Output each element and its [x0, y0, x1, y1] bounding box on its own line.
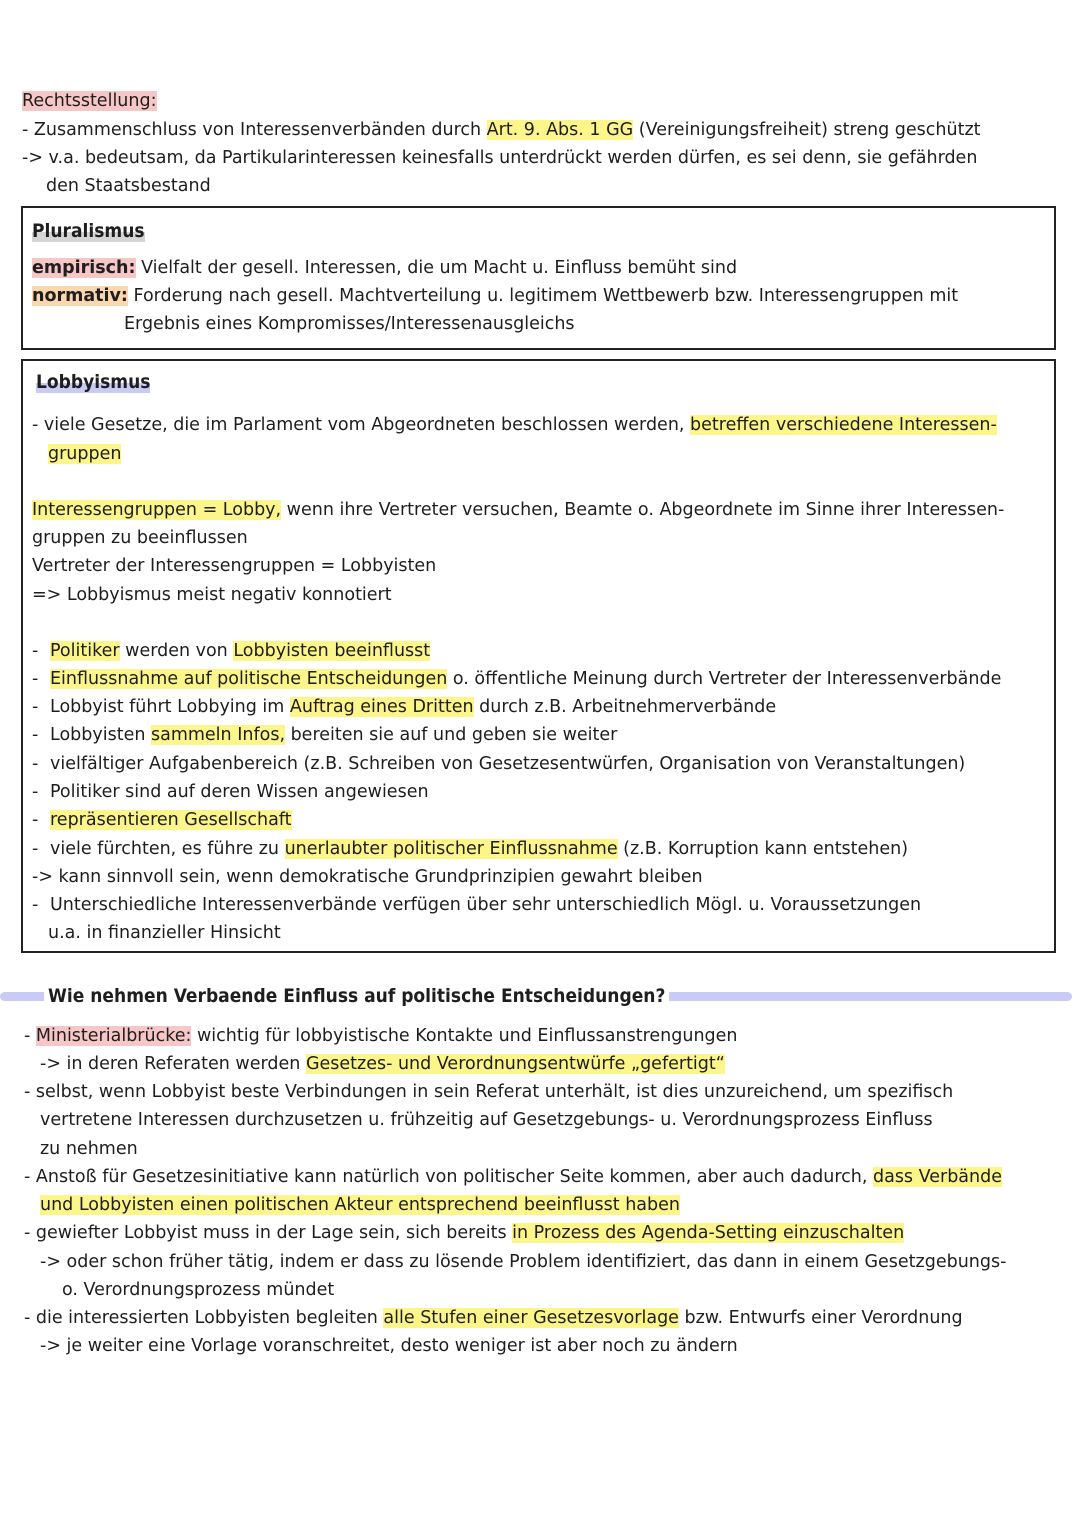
text-span: normativ: — [32, 286, 128, 306]
lobbyismus-bullet-10-cont: u.a. in finanzieller Hinsicht — [48, 923, 281, 943]
text-span: Lobbyisten beeinflusst — [233, 641, 431, 661]
lobbyismus-para-2-b: gruppen zu beeinflussen — [32, 528, 248, 548]
text-span: und Lobbyisten einen politischen Akteur entsprechend beeinflusst haben — [40, 1195, 680, 1215]
text-span: Rechtsstellung: — [22, 91, 157, 111]
pluralismus-normativ-cont: Ergebnis eines Kompromisses/Interessenausgleichs — [124, 314, 575, 334]
text-span: - viele Gesetze, die im Parlament vom Abgeordneten beschlossen werden, — [32, 415, 691, 435]
lobbyismus-para-1 — [32, 411, 997, 439]
lobbyismus-para-2-d: => Lobbyismus meist negativ konnotiert — [32, 585, 392, 605]
lobbyismus-bullet-9: -> kann sinnvoll sein, wenn demokratische Grundprinzipien gewahrt bleiben — [32, 867, 703, 887]
text-span: in Prozess des Agenda-Setting einzuschalten — [512, 1223, 905, 1243]
lobbyismus-bullet-10 — [32, 891, 921, 919]
lobbyismus-bullet-8 — [32, 835, 908, 863]
text-span: Auftrag eines Dritten — [289, 697, 474, 717]
text-span: wenn ihre Vertreter versuchen, Beamte o. Abgeordnete im Sinne ihrer Interessen- — [281, 500, 1005, 520]
text-span: Politiker sind auf deren Wissen angewiesen — [50, 782, 429, 802]
einfluss-line-6 — [24, 1163, 1002, 1191]
lobbyismus-bullet-2 — [32, 665, 1001, 693]
bullet-dash: - — [32, 782, 39, 802]
pluralismus-empirisch — [32, 254, 737, 282]
text-span: unerlaubter politischer Einflussnahme — [284, 839, 618, 859]
text-span: - Zusammenschluss von Interessenverbänden durch — [22, 120, 487, 140]
text-span: bzw. Entwurfs einer Verordnung — [678, 1308, 963, 1328]
einfluss-line-5: zu nehmen — [40, 1139, 138, 1159]
text-span: vielfältiger Aufgabenbereich (z.B. Schreiben von Gesetzesentwürfen, Organisation von Veranstaltungen) — [50, 754, 966, 774]
lobbyismus-bullet-6 — [32, 778, 429, 806]
text-span: betreffen verschiedene Interessen- — [690, 415, 997, 435]
einfluss-line-8 — [24, 1219, 904, 1247]
bullet-dash: - — [32, 810, 39, 830]
text-span: Forderung nach gesell. Machtverteilung u. legitimem Wettbewerb bzw. Interessengruppen mit — [127, 286, 959, 306]
text-span: Wie nehmen Verbaende Einfluss auf politische Entscheidungen? — [44, 985, 669, 1007]
lobbyismus-bullet-7 — [32, 806, 292, 834]
text-span: Vielfalt der gesell. Interessen, die um Macht u. Einfluss bemüht sind — [135, 258, 738, 278]
text-span: (Vereinigungsfreiheit) streng geschützt — [633, 120, 981, 140]
text-span: Unterschiedliche Interessenverbände verfügen über sehr unterschiedlich Mögl. u. Voraussetzungen — [50, 895, 922, 915]
einfluss-line-2 — [40, 1050, 725, 1078]
text-span: sammeln Infos, — [150, 725, 286, 745]
bullet-dash: - — [32, 697, 39, 717]
text-span: Pluralismus — [32, 220, 145, 242]
text-span: Lobbyist führt Lobbying im — [50, 697, 290, 717]
lobbyismus-para-1-cont — [48, 440, 121, 468]
text-span: - — [24, 1026, 36, 1046]
bullet-dash: - — [32, 839, 39, 859]
text-span: alle Stufen einer Gesetzesvorlage — [383, 1308, 679, 1328]
einfluss-line-9: -> oder schon früher tätig, indem er dass zu lösende Problem identifiziert, das dann in einem Gesetzgebungs- — [40, 1252, 1007, 1272]
lobbyismus-heading — [36, 368, 150, 396]
text-span: Einflussnahme auf politische Entscheidungen — [50, 669, 448, 689]
text-span: gruppen — [48, 444, 122, 464]
einfluss-line-1 — [24, 1022, 738, 1050]
rechtsstellung-heading — [22, 87, 157, 115]
text-span: viele fürchten, es führe zu — [50, 839, 285, 859]
text-span: Ministerialbrücke: — [35, 1026, 192, 1046]
lobbyismus-bullet-3 — [32, 693, 776, 721]
einfluss-heading — [44, 982, 669, 1010]
text-span: wichtig für lobbyistische Kontakte und Einflussanstrengungen — [191, 1026, 738, 1046]
text-span: dass Verbände — [872, 1167, 1002, 1187]
einfluss-line-12: -> je weiter eine Vorlage voranschreitet, desto weniger ist aber noch zu ändern — [40, 1336, 738, 1356]
lobbyismus-para-2-c: Vertreter der Interessengruppen = Lobbyisten — [32, 556, 437, 576]
einfluss-line-11 — [24, 1304, 963, 1332]
text-span: Lobbyismus — [36, 371, 151, 393]
einfluss-line-3: - selbst, wenn Lobbyist beste Verbindungen in sein Referat unterhält, ist dies unzureichend, um spezifisch — [24, 1082, 954, 1102]
lobbyismus-bullet-1 — [32, 637, 430, 665]
einfluss-line-4: vertretene Interessen durchzusetzen u. frühzeitig auf Gesetzgebungs- u. Verordnungsprozess Einfluss — [40, 1110, 933, 1130]
text-span: - Anstoß für Gesetzesinitiative kann natürlich von politischer Seite kommen, aber auch dadurch, — [24, 1167, 873, 1187]
text-span: bereiten sie auf und geben sie weiter — [285, 725, 618, 745]
text-span: - die interessierten Lobbyisten begleiten — [24, 1308, 384, 1328]
bullet-dash: - — [32, 641, 39, 661]
rechtsstellung-line-2: -> v.a. bedeutsam, da Partikularinteressen keinesfalls unterdrückt werden dürfen, es sei denn, sie gefährden — [22, 148, 978, 168]
text-span: repräsentieren Gesellschaft — [50, 810, 292, 830]
text-span: -> in deren Referaten werden — [40, 1054, 306, 1074]
rechtsstellung-line-1 — [22, 116, 981, 144]
lobbyismus-para-2 — [32, 496, 1004, 524]
text-span: empirisch: — [32, 258, 136, 278]
text-span: Gesetzes- und Verordnungsentwürfe „gefertigt“ — [305, 1054, 725, 1074]
bullet-dash: - — [32, 895, 39, 915]
bullet-dash: - — [32, 754, 39, 774]
text-span: o. öffentliche Meinung durch Vertreter der Interessenverbände — [447, 669, 1002, 689]
text-span: Politiker — [50, 641, 120, 661]
einfluss-line-7 — [40, 1191, 680, 1219]
pluralismus-heading — [32, 217, 145, 245]
pluralismus-normativ — [32, 282, 958, 310]
bullet-dash: - — [32, 669, 39, 689]
text-span: (z.B. Korruption kann entstehen) — [617, 839, 909, 859]
text-span: - gewiefter Lobbyist muss in der Lage sein, sich bereits — [24, 1223, 513, 1243]
rechtsstellung-line-3: den Staatsbestand — [46, 176, 211, 196]
text-span: durch z.B. Arbeitnehmerverbände — [473, 697, 777, 717]
text-span: werden von — [119, 641, 234, 661]
text-span: Interessengruppen = Lobby, — [32, 500, 282, 520]
einfluss-line-10: o. Verordnungsprozess mündet — [62, 1280, 335, 1300]
text-span: Art. 9. Abs. 1 GG — [486, 120, 634, 140]
text-span: Lobbyisten — [50, 725, 151, 745]
lobbyismus-bullet-4 — [32, 721, 617, 749]
lobbyismus-bullet-5 — [32, 750, 965, 778]
bullet-dash: - — [32, 725, 39, 745]
